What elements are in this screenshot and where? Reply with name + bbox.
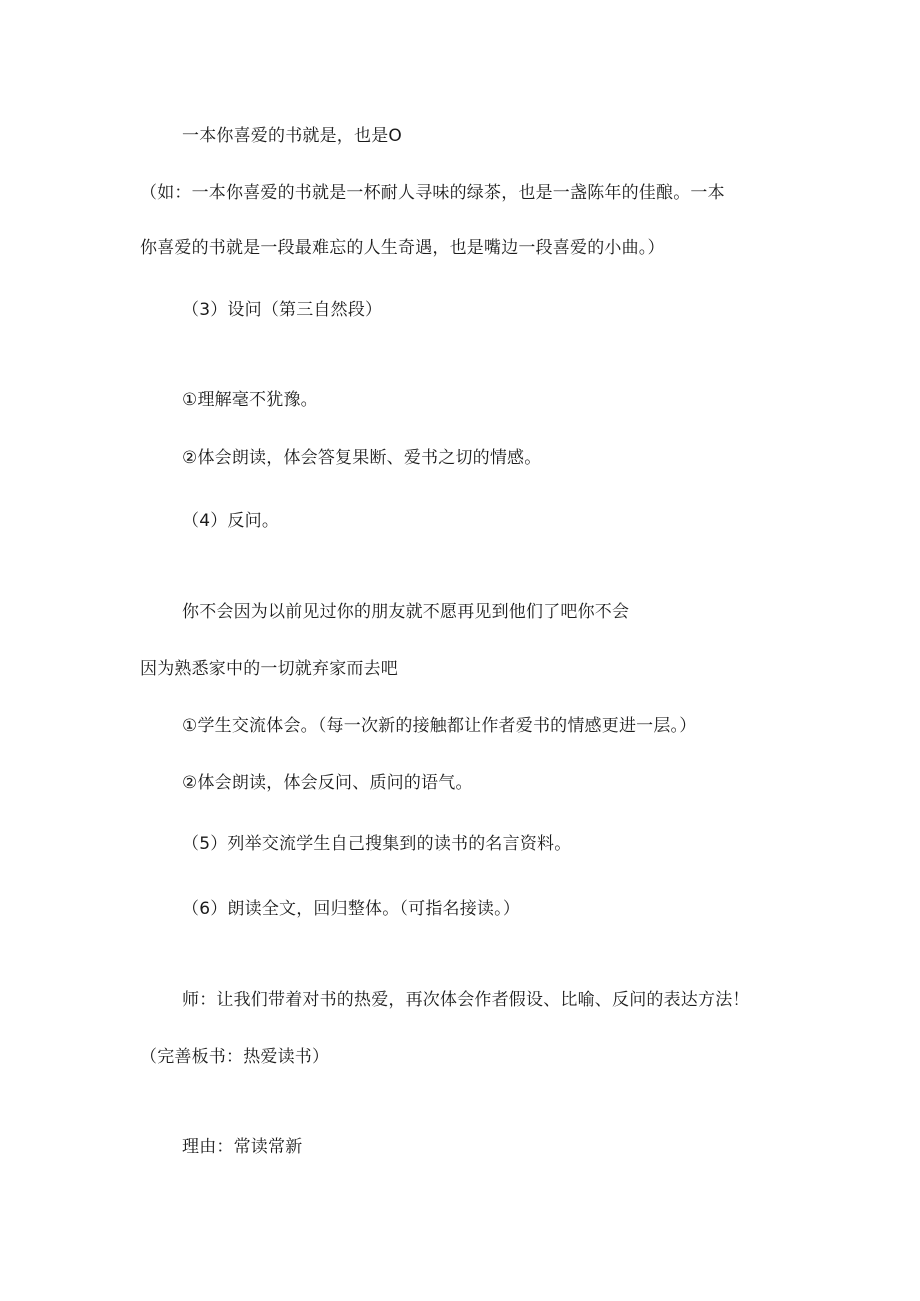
section-4-heading: （4）反问。: [182, 511, 280, 531]
section-5-heading: （5）列举交流学生自己搜集到的读书的名言资料。: [182, 834, 572, 854]
quote-line-1: 你不会因为以前见过你的朋友就不愿再见到他们了吧你不会: [182, 602, 630, 622]
example-line-1: （如：一本你喜爱的书就是一杯耐人寻味的绿茶，也是一盏陈年的佳酿。一本: [140, 183, 725, 203]
section-3-heading: （3）设问（第三自然段）: [182, 300, 383, 320]
fill-in-sentence: 一本你喜爱的书就是，也是O: [182, 126, 402, 146]
section-6-heading: （6）朗读全文，回归整体。（可指名接读。）: [182, 899, 521, 919]
reason-line: 理由：常读常新: [182, 1137, 303, 1157]
board-note: （完善板书：热爱读书）: [140, 1047, 330, 1067]
teacher-remark: 师：让我们带着对书的热爱，再次体会作者假设、比喻、反问的表达方法！: [182, 990, 750, 1010]
item-understand: ①理解毫不犹豫。: [182, 390, 318, 410]
item-read-aloud-1: ②体会朗读，体会答复果断、爱书之切的情感。: [182, 448, 542, 468]
item-student-exchange: ①学生交流体会。（每一次新的接触都让作者爱书的情感更进一层。）: [182, 716, 697, 736]
item-read-aloud-2: ②体会朗读，体会反问、质问的语气。: [182, 773, 473, 793]
example-line-2: 你喜爱的书就是一段最难忘的人生奇遇，也是嘴边一段喜爱的小曲。）: [140, 238, 665, 258]
quote-line-2: 因为熟悉家中的一切就弃家而去吧: [140, 659, 398, 679]
